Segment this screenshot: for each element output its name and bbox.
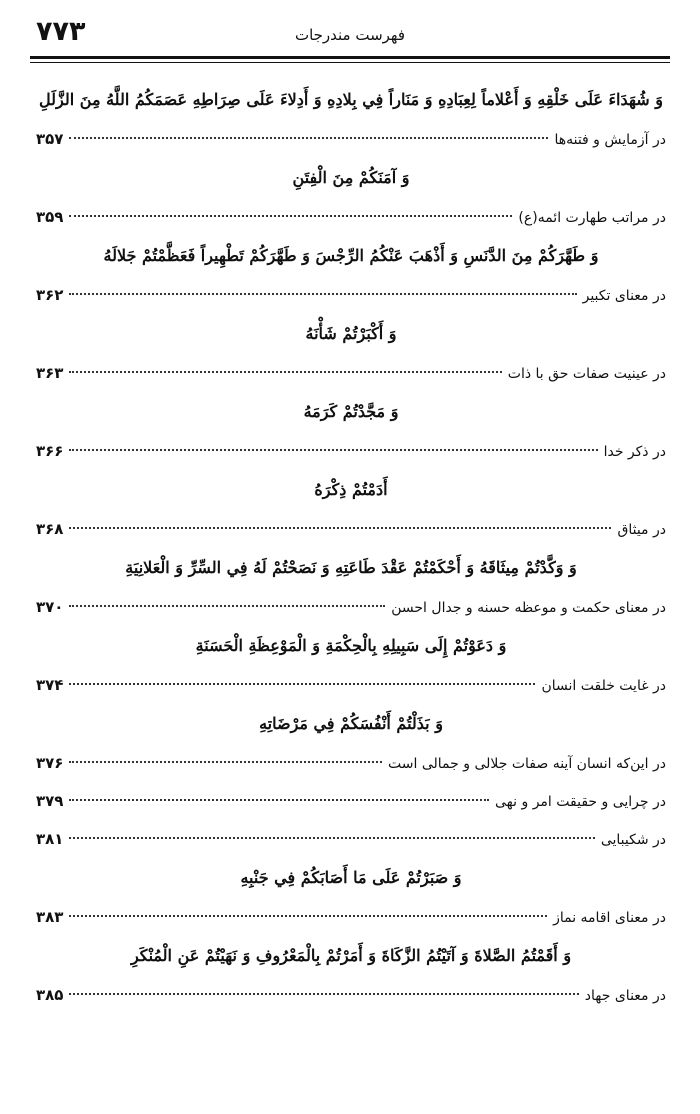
toc-entry[interactable] bbox=[36, 782, 666, 820]
toc-entry-title: در شکیبایی bbox=[600, 832, 666, 848]
toc-entry-page-number: ۳۷۹ bbox=[36, 792, 64, 810]
toc-entry[interactable] bbox=[36, 120, 666, 158]
toc-entry[interactable] bbox=[36, 666, 666, 704]
dot-leader bbox=[69, 993, 578, 995]
toc-entry[interactable] bbox=[36, 354, 666, 392]
toc-entry-title: در مراتب طهارت ائمه(ع) bbox=[518, 210, 666, 226]
toc-entry[interactable] bbox=[36, 198, 666, 236]
toc-entry-title: در ذکر خدا bbox=[603, 444, 666, 460]
toc-entry-title: در معنای جهاد bbox=[584, 988, 666, 1004]
header-rule-thin bbox=[30, 62, 670, 63]
verse-heading: وَ صَبَرْتُمْ عَلَى مَا أَصَابَكُمْ فِي جَنْبِهِ bbox=[240, 868, 462, 887]
page-title: فهرست مندرجات bbox=[294, 26, 406, 44]
table-of-contents bbox=[36, 80, 666, 1014]
toc-entry-page-number: ۳۸۱ bbox=[36, 830, 64, 848]
verse-heading: وَ شُهَدَاءَ عَلَى خَلْقِهِ وَ أَعْلاماً لِعِبَادِهِ وَ مَنَاراً فِي بِلادِهِ وَ أَدِلاءَ عَلَى صِرَاطِهِ عَصَمَكُمُ اللَّهُ مِنَ الزَّلَلِ bbox=[39, 90, 663, 109]
toc-entry[interactable] bbox=[36, 898, 666, 936]
toc-entry[interactable] bbox=[36, 820, 666, 858]
dot-leader bbox=[69, 449, 597, 451]
verse-heading: وَ طَهَّرَكُمْ مِنَ الدَّنَسِ وَ أَذْهَبَ عَنْكُمُ الرِّجْسَ وَ طَهَّرَكُمْ تَطْهِيراً فَعَظَّمْتُمْ جَلالَهُ bbox=[103, 246, 599, 265]
toc-entry-title: در میثاق bbox=[617, 522, 666, 538]
verse-heading: وَ مَجَّدْتُمْ كَرَمَهُ bbox=[303, 402, 399, 421]
toc-entry[interactable] bbox=[36, 276, 666, 314]
toc-entry-title: در آزمایش و فتنه‌ها bbox=[554, 132, 666, 148]
dot-leader bbox=[69, 605, 385, 607]
dot-leader bbox=[69, 761, 382, 763]
header-rule-thick bbox=[30, 56, 670, 59]
toc-entry-title: در معنای حکمت و موعظه حسنه و جدال احسن bbox=[391, 600, 666, 616]
toc-entry-title: در غایت خلقت انسان bbox=[541, 678, 666, 694]
toc-entry-page-number: ۳۷۴ bbox=[36, 676, 64, 694]
toc-entry[interactable] bbox=[36, 588, 666, 626]
verse-heading: وَ بَذَلْتُمْ أَنْفُسَكُمْ فِي مَرْضَاتِهِ bbox=[259, 714, 443, 733]
toc-entry-title: در این‌که انسان آینه صفات جلالی و جمالی است bbox=[388, 756, 666, 772]
toc-entry-page-number: ۳۶۳ bbox=[36, 364, 64, 382]
toc-entry-title: در عینیت صفات حق با ذات bbox=[507, 366, 666, 382]
toc-entry[interactable] bbox=[36, 976, 666, 1014]
toc-entry-page-number: ۳۶۶ bbox=[36, 442, 64, 460]
toc-entry[interactable] bbox=[36, 744, 666, 782]
dot-leader bbox=[69, 683, 535, 685]
page-header bbox=[30, 14, 670, 50]
toc-entry-page-number: ۳۶۸ bbox=[36, 520, 64, 538]
toc-entry[interactable] bbox=[36, 510, 666, 548]
verse-heading: وَ أَقَمْتُمُ الصَّلاةَ وَ آتَيْتُمُ الزَّكَاةَ وَ أَمَرْتُمْ بِالْمَعْرُوفِ وَ نَهَيْتُمْ عَنِ الْمُنْكَرِ bbox=[130, 946, 572, 965]
dot-leader bbox=[69, 527, 611, 529]
toc-entry-page-number: ۳۵۹ bbox=[36, 208, 64, 226]
toc-entry-page-number: ۳۶۲ bbox=[36, 286, 64, 304]
dot-leader bbox=[69, 837, 594, 839]
toc-entry[interactable] bbox=[36, 432, 666, 470]
dot-leader bbox=[69, 799, 489, 801]
toc-entry-page-number: ۳۷۶ bbox=[36, 754, 64, 772]
verse-heading: وَ دَعَوْتُمْ إِلَى سَبِيلِهِ بِالْحِكْمَةِ وَ الْمَوْعِظَةِ الْحَسَنَةِ bbox=[195, 636, 507, 655]
toc-entry-title: در معنای تکبیر bbox=[582, 288, 666, 304]
toc-entry-title: در معنای اقامه نماز bbox=[553, 910, 666, 926]
toc-entry-page-number: ۳۵۷ bbox=[36, 130, 64, 148]
toc-entry-page-number: ۳۷۰ bbox=[36, 598, 64, 616]
dot-leader bbox=[69, 915, 547, 917]
toc-entry-title: در چرایی و حقیقت امر و نهی bbox=[495, 794, 666, 810]
dot-leader bbox=[69, 371, 501, 373]
page-number: ۷۷۳ bbox=[36, 16, 86, 47]
verse-heading: وَ أَكْبَرْتُمْ شَأْنَهُ bbox=[305, 324, 397, 343]
verse-heading: أَدَمْتُمْ ذِكْرَهُ bbox=[314, 480, 388, 499]
dot-leader bbox=[69, 215, 512, 217]
verse-heading: وَ وَكَّدْتُمْ مِيثَاقَهُ وَ أَحْكَمْتُمْ عَقْدَ طَاعَتِهِ وَ نَصَحْتُمْ لَهُ فِي السِّرِّ وَ الْعَلانِيَةِ bbox=[125, 558, 577, 577]
toc-entry-page-number: ۳۸۵ bbox=[36, 986, 64, 1004]
dot-leader bbox=[69, 293, 576, 295]
toc-entry-page-number: ۳۸۳ bbox=[36, 908, 64, 926]
verse-heading: وَ آمَنَكُمْ مِنَ الْفِتَنِ bbox=[292, 168, 410, 187]
dot-leader bbox=[69, 137, 548, 139]
